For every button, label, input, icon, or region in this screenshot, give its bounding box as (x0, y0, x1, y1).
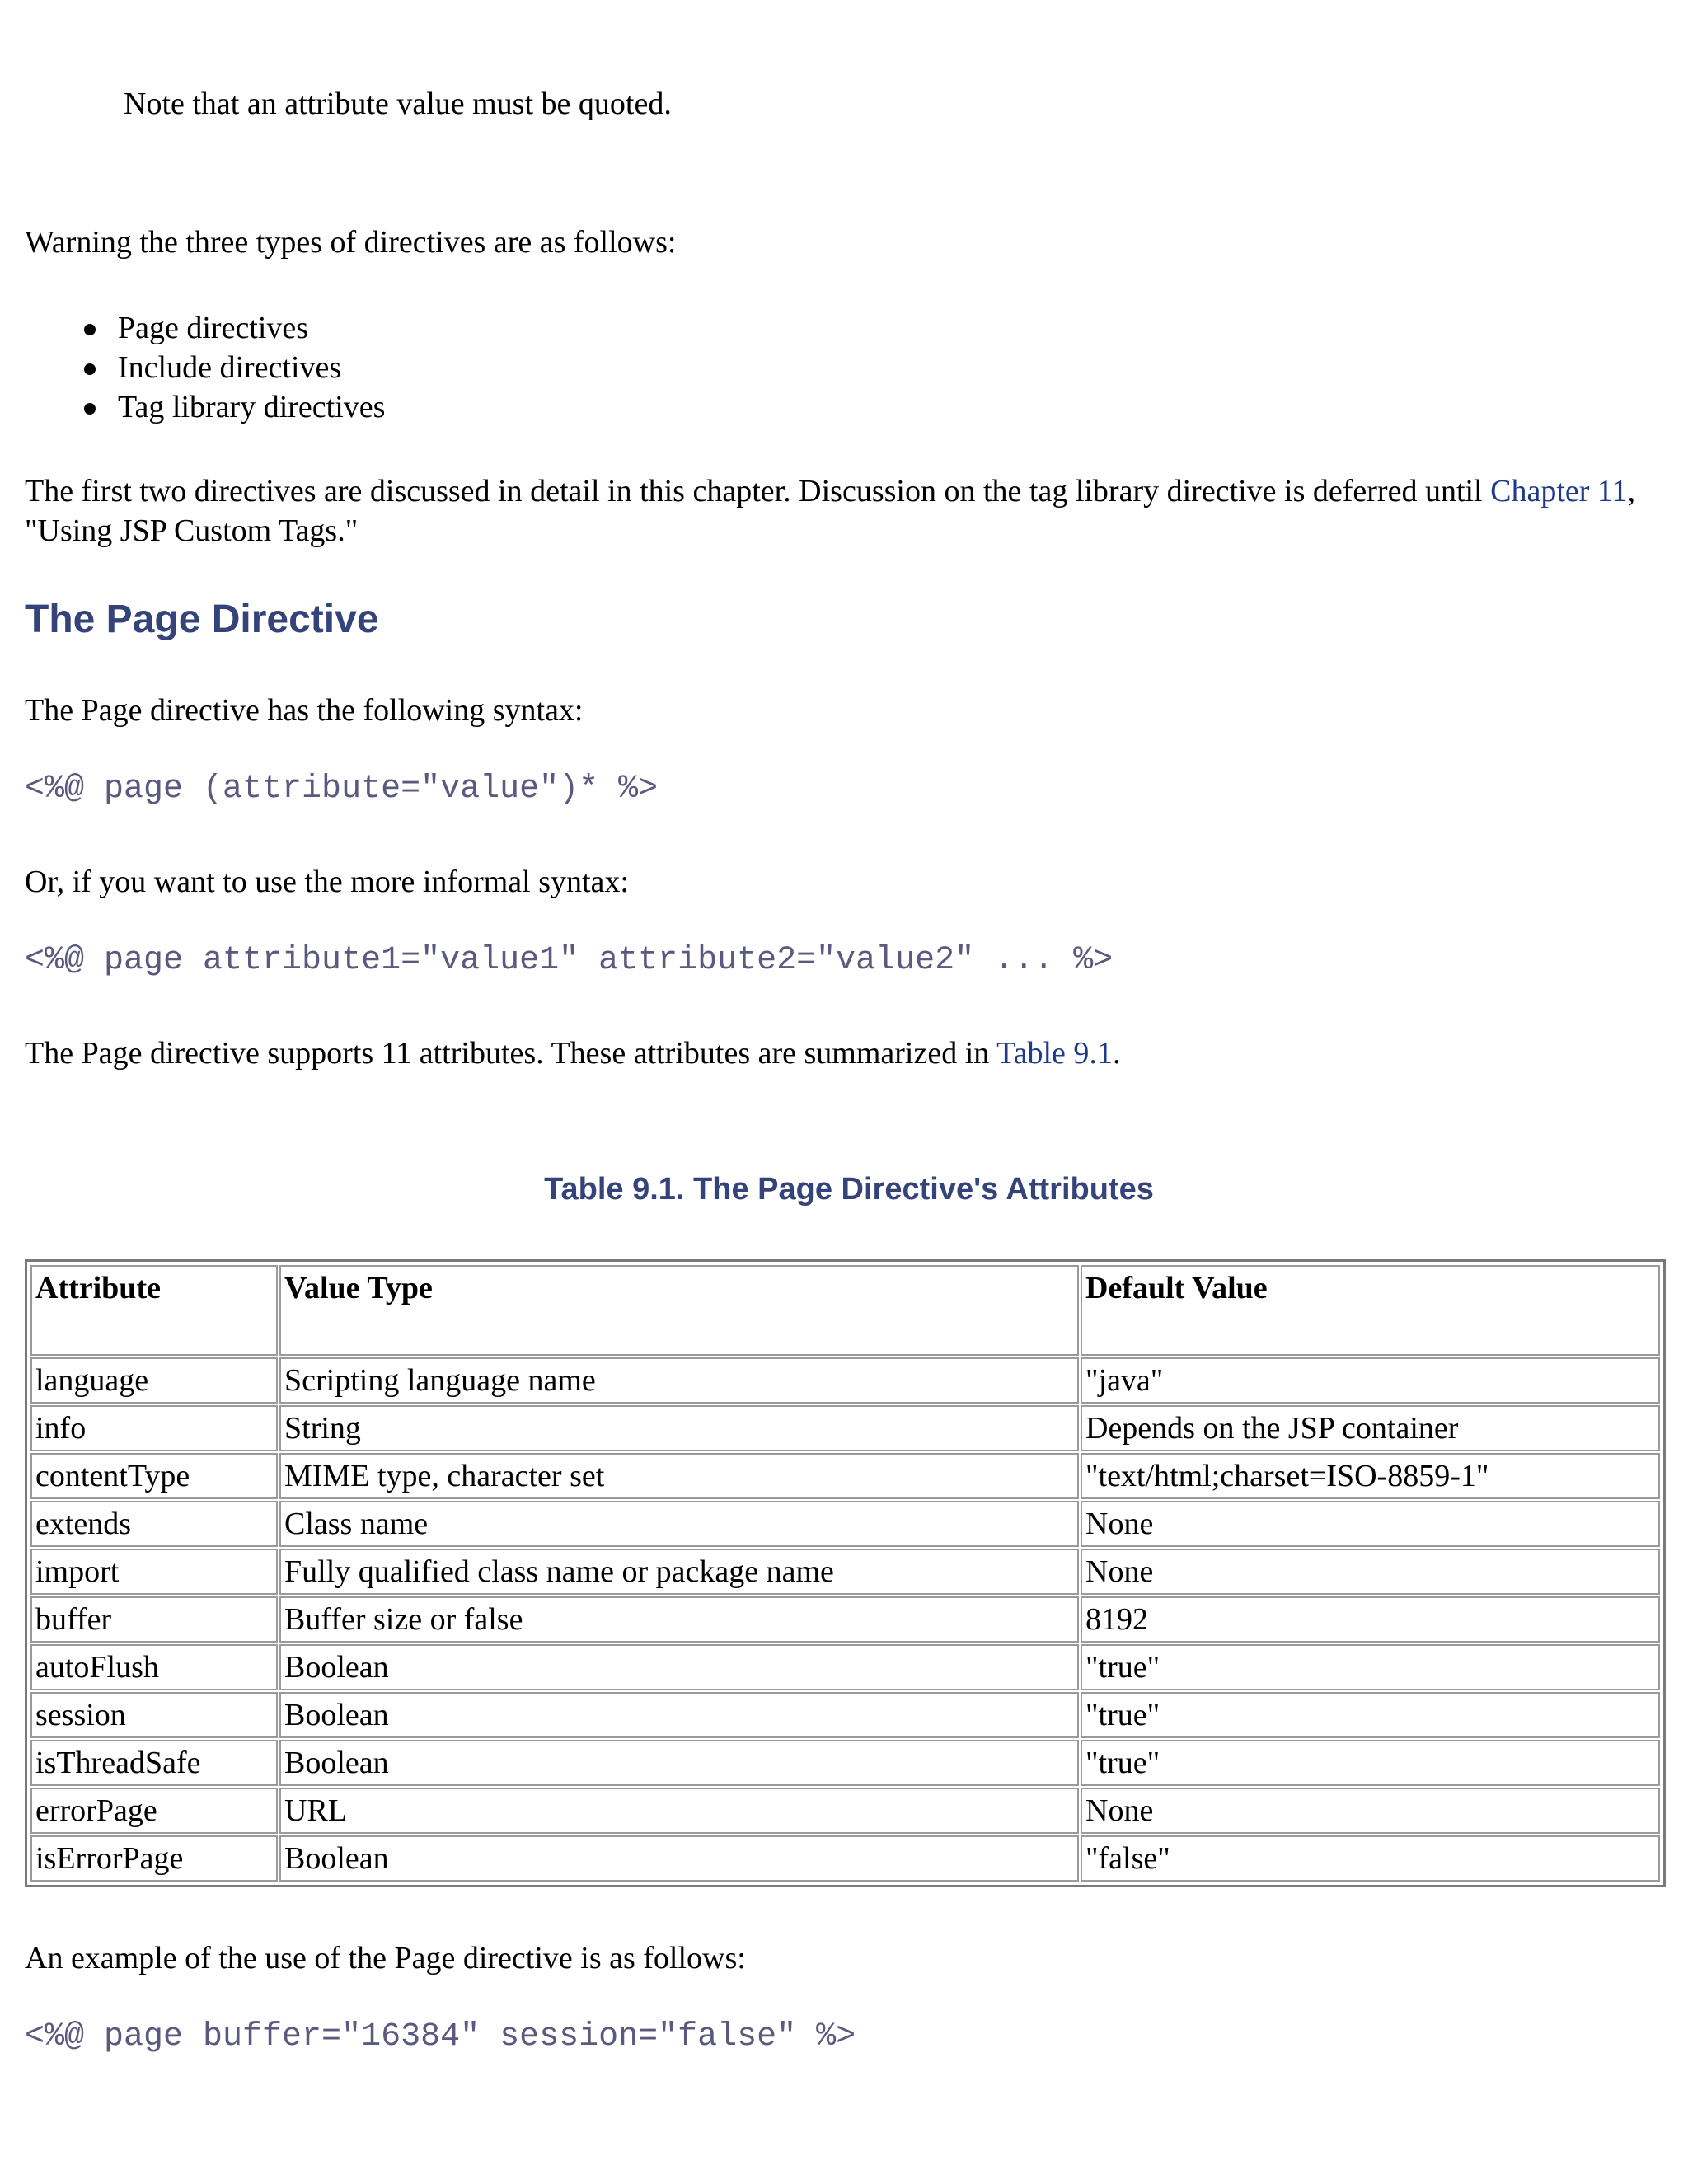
list-item (25, 348, 385, 387)
supports-paragraph (25, 1033, 1665, 1073)
cell-value-type: Class name (279, 1501, 1079, 1547)
table-header-row (30, 1265, 1660, 1356)
intro-paragraph: Warning the three types of directives are as follows: (25, 225, 677, 260)
table-row (30, 1501, 1660, 1547)
table-row (30, 1740, 1660, 1786)
note-text: Note that an attribute value must be quoted. (124, 87, 672, 121)
table-row (30, 1835, 1660, 1882)
example-code: <%@ page buffer="16384" session="false" %> (25, 2018, 856, 2055)
cell-attribute: isThreadSafe (30, 1740, 278, 1786)
cell-attribute: buffer (30, 1596, 278, 1643)
cell-attribute: errorPage (30, 1788, 278, 1834)
header-default-value: Default Value (1081, 1265, 1660, 1356)
list-item-label: Include directives (118, 350, 342, 385)
cell-default-value: "true" (1081, 1692, 1660, 1738)
header-attribute: Attribute (30, 1265, 278, 1356)
table-row (30, 1692, 1660, 1738)
bullet-icon (84, 403, 96, 415)
supports-text: The Page directive supports 11 attributes. These attributes are summarized in (25, 1036, 997, 1071)
table-row (30, 1453, 1660, 1499)
cell-value-type: Boolean (279, 1692, 1079, 1738)
cell-attribute: info (30, 1405, 278, 1451)
cell-default-value: "false" (1081, 1835, 1660, 1882)
cell-attribute: contentType (30, 1453, 278, 1499)
bullet-icon (84, 324, 96, 335)
cell-attribute: extends (30, 1501, 278, 1547)
cell-attribute: session (30, 1692, 278, 1738)
cell-value-type: Buffer size or false (279, 1596, 1079, 1643)
bullet-icon (84, 363, 96, 375)
cell-default-value: Depends on the JSP container (1081, 1405, 1660, 1451)
cell-attribute: language (30, 1357, 278, 1404)
cell-value-type: MIME type, character set (279, 1453, 1079, 1499)
cell-attribute: isErrorPage (30, 1835, 278, 1882)
list-item-label: Page directives (118, 311, 309, 345)
cell-value-type: URL (279, 1788, 1079, 1834)
cell-default-value: "java" (1081, 1357, 1660, 1404)
cell-value-type: Boolean (279, 1740, 1079, 1786)
supports-text-end: . (1112, 1036, 1121, 1071)
discussion-paragraph (25, 471, 1665, 551)
cell-default-value: None (1081, 1549, 1660, 1595)
directive-types-list (25, 308, 385, 427)
cell-attribute: import (30, 1549, 278, 1595)
table-row (30, 1644, 1660, 1690)
informal-code: <%@ page attribute1="value1" attribute2="value2" ... %> (25, 942, 1114, 979)
cell-default-value: "true" (1081, 1644, 1660, 1690)
cell-value-type: Boolean (279, 1644, 1079, 1690)
discussion-text: The first two directives are discussed in detail in this chapter. Discussion on the tag library directive is deferred until (25, 474, 1491, 509)
cell-default-value: "text/html;charset=ISO-8859-1" (1081, 1453, 1660, 1499)
cell-attribute: autoFlush (30, 1644, 278, 1690)
cell-value-type: Scripting language name (279, 1357, 1079, 1404)
table-row (30, 1549, 1660, 1595)
cell-default-value: 8192 (1081, 1596, 1660, 1643)
table-row (30, 1405, 1660, 1451)
cell-value-type: String (279, 1405, 1079, 1451)
cell-default-value: None (1081, 1501, 1660, 1547)
discussion-text-end: , "Using JSP Custom Tags." (25, 474, 1636, 548)
list-item (25, 387, 385, 427)
syntax-intro: The Page directive has the following syntax: (25, 693, 584, 728)
informal-intro: Or, if you want to use the more informal syntax: (25, 865, 629, 899)
table-caption: Table 9.1. The Page Directive's Attributes (544, 1172, 1154, 1207)
attributes-table (29, 1263, 1662, 1883)
table-row (30, 1788, 1660, 1834)
attributes-table-frame (25, 1259, 1666, 1887)
table-row (30, 1357, 1660, 1404)
cell-default-value: None (1081, 1788, 1660, 1834)
table-9-1-link[interactable]: Table 9.1 (996, 1036, 1113, 1071)
syntax-code: <%@ page (attribute="value")* %> (25, 771, 659, 808)
chapter-11-link[interactable]: Chapter 11 (1490, 474, 1628, 509)
cell-default-value: "true" (1081, 1740, 1660, 1786)
table-row (30, 1596, 1660, 1643)
cell-value-type: Fully qualified class name or package name (279, 1549, 1079, 1595)
example-intro: An example of the use of the Page directive is as follows: (25, 1941, 746, 1975)
section-heading: The Page Directive (25, 598, 379, 641)
cell-value-type: Boolean (279, 1835, 1079, 1882)
header-value-type: Value Type (279, 1265, 1079, 1356)
list-item-label: Tag library directives (118, 390, 386, 424)
list-item (25, 308, 385, 348)
